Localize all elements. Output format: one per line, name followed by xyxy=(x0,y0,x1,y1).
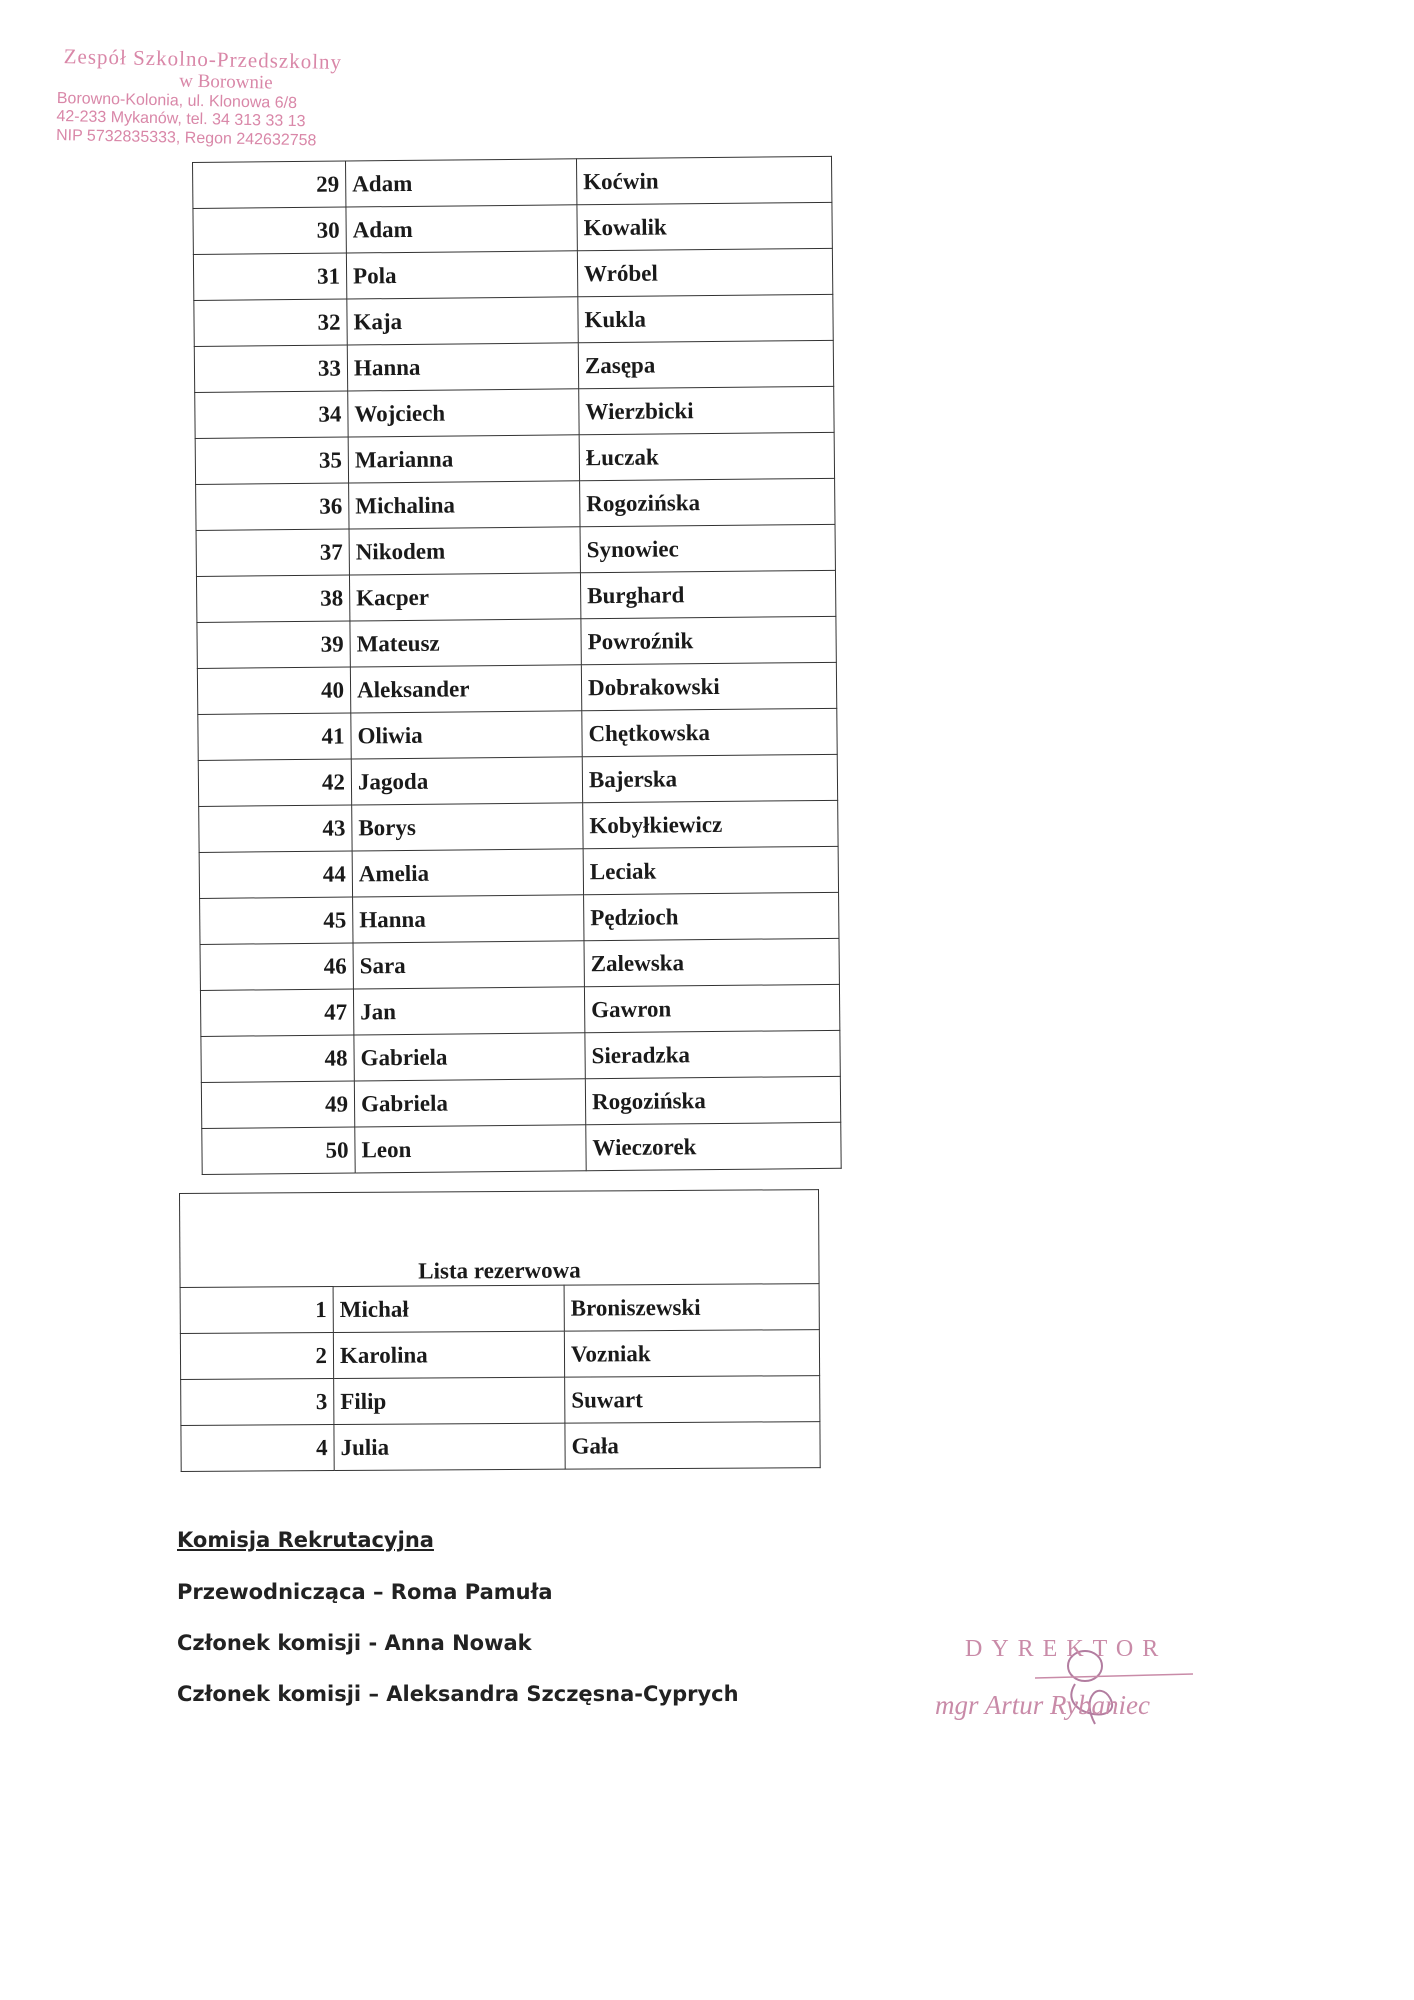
row-number: 41 xyxy=(198,713,351,760)
row-number: 43 xyxy=(199,805,352,852)
signature-role: DYREKTOR xyxy=(965,1636,1168,1662)
table-row xyxy=(197,616,836,668)
row-number: 3 xyxy=(181,1379,334,1426)
reserve-list-header-row xyxy=(180,1190,820,1288)
last-name: Broniszewski xyxy=(564,1284,819,1332)
first-name: Gabriela xyxy=(354,1033,585,1081)
row-number: 38 xyxy=(196,575,349,622)
first-name: Wojciech xyxy=(348,389,579,437)
last-name: Vozniak xyxy=(564,1330,819,1378)
row-number: 42 xyxy=(198,759,351,806)
last-name: Kobyłkiewicz xyxy=(583,800,838,848)
first-name: Jan xyxy=(353,987,584,1035)
last-name: Zasępa xyxy=(578,340,833,388)
first-name: Karolina xyxy=(333,1331,564,1378)
stamp-town: w Borownie xyxy=(179,70,273,94)
last-name: Wieczorek xyxy=(586,1122,841,1170)
last-name: Burghard xyxy=(580,570,835,618)
first-name: Nikodem xyxy=(349,527,580,575)
last-name: Gawron xyxy=(584,984,839,1032)
row-number: 33 xyxy=(194,345,347,392)
table-row xyxy=(196,570,835,622)
reserve-list-table xyxy=(179,1189,821,1472)
recruitment-commission xyxy=(177,1528,739,1733)
row-number: 48 xyxy=(201,1035,354,1082)
row-number: 34 xyxy=(195,391,348,438)
stamp-tax-ids: NIP 5732835333, Regon 242632758 xyxy=(55,126,317,150)
table-row xyxy=(201,1076,840,1128)
table-row xyxy=(180,1330,819,1380)
first-name: Jagoda xyxy=(351,757,582,805)
table-row xyxy=(193,248,832,300)
row-number: 4 xyxy=(181,1425,334,1472)
row-number: 30 xyxy=(193,207,346,254)
first-name: Hanna xyxy=(347,343,578,391)
row-number: 39 xyxy=(197,621,350,668)
table-row xyxy=(199,846,838,898)
school-stamp xyxy=(56,44,398,152)
last-name: Bajerska xyxy=(582,754,837,802)
table-row xyxy=(200,938,839,990)
table-row xyxy=(195,386,834,438)
director-signature-stamp xyxy=(935,1636,1195,1746)
table-row xyxy=(199,800,838,852)
last-name: Powroźnik xyxy=(581,616,836,664)
table-row xyxy=(194,294,833,346)
commission-title: Komisja Rekrutacyjna xyxy=(177,1528,434,1552)
table-row xyxy=(198,754,837,806)
stamp-address: Borowno-Kolonia, ul. Klonowa 6/8 xyxy=(56,89,298,113)
last-name: Dobrakowski xyxy=(581,662,836,710)
last-name: Wierzbicki xyxy=(579,386,834,434)
row-number: 40 xyxy=(197,667,350,714)
last-name: Sieradzka xyxy=(585,1030,840,1078)
row-number: 46 xyxy=(200,943,353,990)
last-name: Kowalik xyxy=(577,202,832,250)
row-number: 37 xyxy=(196,529,349,576)
table-row xyxy=(193,156,832,208)
first-name: Michalina xyxy=(349,481,580,529)
first-name: Julia xyxy=(334,1423,565,1470)
first-name: Oliwia xyxy=(351,711,582,759)
row-number: 2 xyxy=(180,1333,333,1380)
table-row xyxy=(196,478,835,530)
table-row xyxy=(194,340,833,392)
last-name: Rogozińska xyxy=(580,478,835,526)
admission-list-table xyxy=(192,156,842,1175)
commission-member: Członek komisji – Aleksandra Szczęsna-Cyprych xyxy=(177,1682,739,1706)
last-name: Wróbel xyxy=(577,248,832,296)
last-name: Rogozińska xyxy=(585,1076,840,1124)
first-name: Gabriela xyxy=(354,1079,585,1127)
first-name: Mateusz xyxy=(350,619,581,667)
first-name: Amelia xyxy=(352,849,583,897)
table-row xyxy=(200,892,839,944)
table-row xyxy=(200,984,839,1036)
first-name: Filip xyxy=(334,1377,565,1424)
row-number: 45 xyxy=(200,897,353,944)
row-number: 31 xyxy=(193,253,346,300)
last-name: Pędzioch xyxy=(584,892,839,940)
table-row xyxy=(196,524,835,576)
commission-member: Członek komisji - Anna Nowak xyxy=(177,1631,532,1655)
row-number: 1 xyxy=(180,1287,333,1334)
row-number: 50 xyxy=(202,1127,355,1174)
first-name: Borys xyxy=(352,803,583,851)
table-row xyxy=(202,1122,841,1174)
first-name: Adam xyxy=(346,205,577,253)
stamp-school-name: Zespół Szkolno-Przedszkolny xyxy=(63,44,343,74)
first-name: Aleksander xyxy=(350,665,581,713)
row-number: 29 xyxy=(193,161,346,208)
last-name: Koćwin xyxy=(576,156,831,204)
last-name: Łuczak xyxy=(579,432,834,480)
table-row xyxy=(181,1376,820,1426)
first-name: Hanna xyxy=(353,895,584,943)
table-row xyxy=(193,202,832,254)
first-name: Michał xyxy=(333,1285,564,1332)
signature-name: mgr Artur Rybaniec xyxy=(935,1690,1150,1720)
first-name: Adam xyxy=(345,159,576,207)
first-name: Sara xyxy=(353,941,584,989)
last-name: Suwart xyxy=(565,1376,820,1424)
last-name: Synowiec xyxy=(580,524,835,572)
last-name: Chętkowska xyxy=(582,708,837,756)
last-name: Leciak xyxy=(583,846,838,894)
commission-chair: Przewodnicząca – Roma Pamuła xyxy=(177,1580,553,1604)
last-name: Zalewska xyxy=(584,938,839,986)
first-name: Marianna xyxy=(348,435,579,483)
table-row xyxy=(181,1422,820,1472)
row-number: 47 xyxy=(200,989,353,1036)
last-name: Gała xyxy=(565,1422,820,1470)
stamp-phone: 42-233 Mykanów, tel. 34 313 33 13 xyxy=(56,108,306,131)
reserve-list-title: Lista rezerwowa xyxy=(180,1190,820,1288)
row-number: 35 xyxy=(195,437,348,484)
row-number: 49 xyxy=(201,1081,354,1128)
last-name: Kukla xyxy=(578,294,833,342)
table-row xyxy=(197,662,836,714)
first-name: Kaja xyxy=(347,297,578,345)
table-row xyxy=(180,1284,819,1334)
first-name: Leon xyxy=(355,1125,586,1173)
table-row xyxy=(201,1030,840,1082)
row-number: 36 xyxy=(196,483,349,530)
table-row xyxy=(198,708,837,760)
first-name: Pola xyxy=(346,251,577,299)
row-number: 44 xyxy=(199,851,352,898)
table-row xyxy=(195,432,834,484)
row-number: 32 xyxy=(194,299,347,346)
first-name: Kacper xyxy=(349,573,580,621)
